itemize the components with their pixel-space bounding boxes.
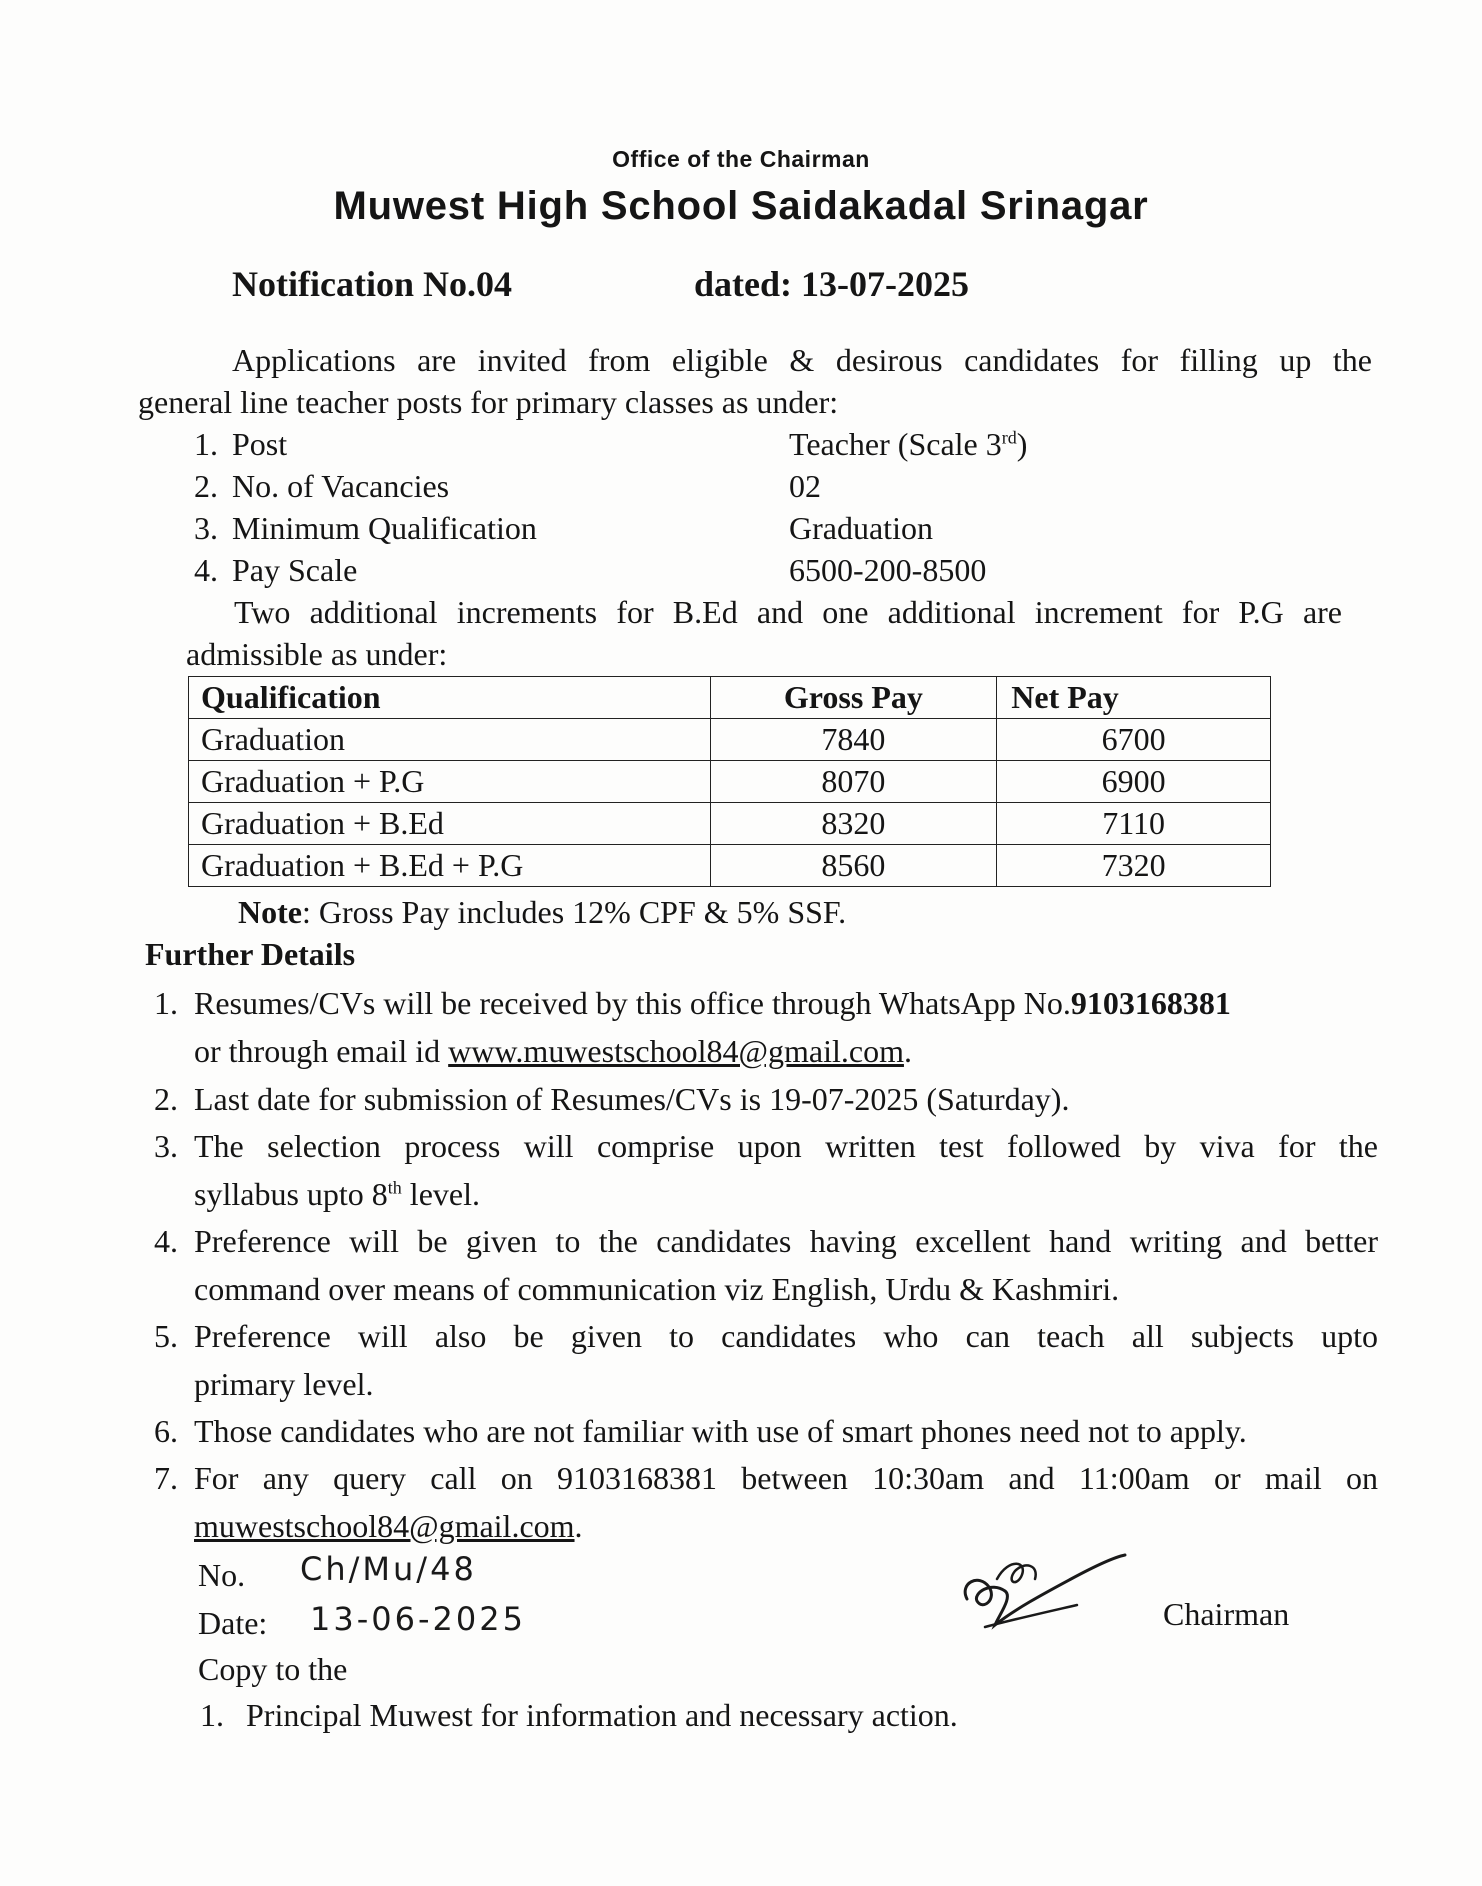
reference-number-label: No. [198, 1557, 246, 1593]
post-detail-value: 6500-200-8500 [789, 552, 987, 588]
table-cell: 7320 [997, 845, 1271, 887]
post-detail-value: 02 [789, 468, 821, 504]
notification-number: Notification No.04 [232, 264, 512, 304]
table-cell: 7840 [710, 719, 997, 761]
chairman-signature [955, 1535, 1135, 1645]
post-detail-number: 1. [194, 426, 218, 462]
table-header-row [189, 677, 1271, 719]
date-handwritten: 13-06-2025 [310, 1600, 526, 1638]
list-item-line: Preference will be given to the candidates having excellent hand writing and better [194, 1223, 1378, 1259]
list-item-line: primary level. [194, 1366, 374, 1402]
list-item-line: The selection process will comprise upon written test followed by viva for the [194, 1128, 1378, 1164]
notification-date: dated: 13-07-2025 [694, 264, 969, 304]
post-detail-number: 4. [194, 552, 218, 588]
table-row [189, 803, 1271, 845]
table-header-cell: Gross Pay [710, 677, 997, 719]
list-item-number: 6. [154, 1413, 178, 1449]
further-details-title: Further Details [145, 936, 356, 972]
list-item-number: 2. [154, 1081, 178, 1117]
list-item-number: 7. [154, 1460, 178, 1496]
post-detail-number: 2. [194, 468, 218, 504]
table-cell: 8320 [710, 803, 997, 845]
email-link[interactable]: muwestschool84@gmail.com [194, 1508, 575, 1544]
list-item-line: For any query call on 9103168381 between 10:30am and 11:00am or mail on [194, 1460, 1378, 1496]
table-header-cell: Qualification [189, 677, 711, 719]
copy-item-number: 1. [200, 1697, 224, 1733]
table-cell: 8070 [710, 761, 997, 803]
table-cell: Graduation + P.G [189, 761, 711, 803]
list-item-number: 5. [154, 1318, 178, 1354]
signatory-title: Chairman [1163, 1596, 1290, 1632]
reference-number-handwritten: Ch/Mu/48 [300, 1550, 477, 1588]
increments-line-1: Two additional increments for B.Ed and one additional increment for P.G are [234, 594, 1342, 630]
gross-pay-note: Note: Gross Pay includes 12% CPF & 5% SSF. [238, 894, 847, 930]
table-cell: 7110 [997, 803, 1271, 845]
intro-line-2: general line teacher posts for primary classes as under: [138, 384, 839, 420]
date-label: Date: [198, 1605, 268, 1641]
list-item-number: 3. [154, 1128, 178, 1164]
post-detail-label: Pay Scale [232, 552, 358, 588]
post-detail-number: 3. [194, 510, 218, 546]
post-detail-label: Post [232, 426, 288, 462]
table-cell: Graduation + B.Ed + P.G [189, 845, 711, 887]
list-item-number: 1. [154, 985, 178, 1021]
list-item-number: 4. [154, 1223, 178, 1259]
table-row [189, 761, 1271, 803]
email-link[interactable]: www.muwestschool84@gmail.com [448, 1033, 904, 1069]
table-cell: Graduation [189, 719, 711, 761]
list-item-line: muwestschool84@gmail.com. [194, 1508, 583, 1544]
table-cell: 6900 [997, 761, 1271, 803]
increments-line-2: admissible as under: [186, 636, 448, 672]
copy-to-label: Copy to the [198, 1651, 348, 1687]
post-detail-label: Minimum Qualification [232, 510, 537, 546]
copy-item-text: Principal Muwest for information and necessary action. [246, 1697, 958, 1733]
post-detail-value: Graduation [789, 510, 933, 546]
list-item-line: or through email id www.muwestschool84@gmail.com. [194, 1033, 912, 1069]
list-item-line: command over means of communication viz English, Urdu & Kashmiri. [194, 1271, 1120, 1307]
list-item-line: Last date for submission of Resumes/CVs is 19-07-2025 (Saturday). [194, 1081, 1070, 1117]
list-item-line: Those candidates who are not familiar with use of smart phones need not to apply. [194, 1413, 1247, 1449]
table-cell: 8560 [710, 845, 997, 887]
table-header-cell: Net Pay [997, 677, 1271, 719]
office-title: Office of the Chairman [612, 146, 870, 172]
intro-line-1: Applications are invited from eligible & desirous candidates for filling up the [232, 342, 1372, 378]
table-row [189, 719, 1271, 761]
pay-table [188, 676, 1271, 887]
school-name: Muwest High School Saidakadal Srinagar [333, 184, 1149, 228]
post-detail-value: Teacher (Scale 3rd) [789, 426, 1028, 462]
list-item-line: syllabus upto 8th level. [194, 1176, 480, 1212]
table-row [189, 845, 1271, 887]
list-item-line: Resumes/CVs will be received by this office through WhatsApp No.9103168381 [194, 985, 1231, 1021]
table-cell: 6700 [997, 719, 1271, 761]
post-detail-label: No. of Vacancies [232, 468, 450, 504]
table-cell: Graduation + B.Ed [189, 803, 711, 845]
list-item-line: Preference will also be given to candidates who can teach all subjects upto [194, 1318, 1378, 1354]
